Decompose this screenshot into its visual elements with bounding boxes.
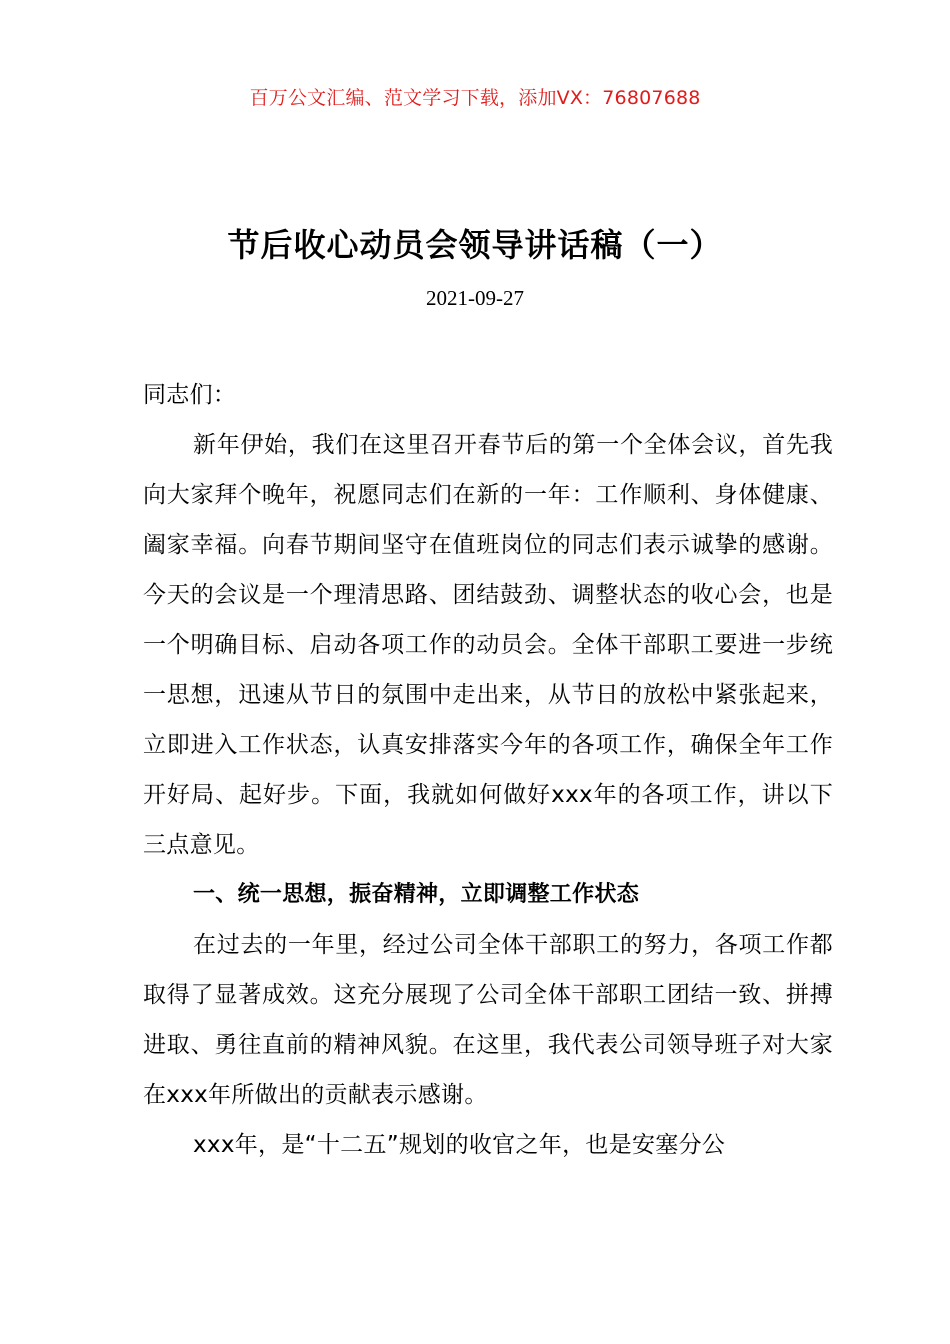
document-date: 2021-09-27 [426,286,524,310]
document-title: 节后收心动员会领导讲话稿（一） [227,226,723,264]
section-heading: 一、统一思想，振奋精神，立即调整工作状态 [193,882,640,907]
promo-banner: 百万公文汇编、范文学习下载，添加VX：76807688 [249,87,701,109]
body-paragraph: xxx年，是“十二五”规划的收官之年，也是安塞分公 [193,1132,726,1158]
document-body [143,370,833,1170]
body-paragraph: 新年伊始，我们在这里召开春节后的第一个全体会议，首先我向大家拜个晚年，祝愿同志们在新的一年：工作顺利、身体健康、阖家幸福。向春节期间坚守在值班岗位的同志们表示诚挚的感谢。今天的会议是一个理清思路、团结鼓劲、调整状态的收心会，也是一个明确目标、启动各项工作的动员会。全体干部职工要进一步统一思想，迅速从节日的氛围中走出来，从节日的放松中紧张起来，立即进入工作状态，认真安排落实今年的各项工作，确保全年工作开好局、起好步。下面，我就如何做好xxx年的各项工作，讲以下三点意见。 [143,432,833,858]
body-paragraph: 在过去的一年里，经过公司全体干部职工的努力，各项工作都取得了显著成效。这充分展现了公司全体干部职工团结一致、拼搏进取、勇往直前的精神风貌。在这里，我代表公司领导班子对大家在xxx年所做出的贡献表示感谢。 [143,932,833,1108]
salutation: 同志们： [143,382,237,408]
